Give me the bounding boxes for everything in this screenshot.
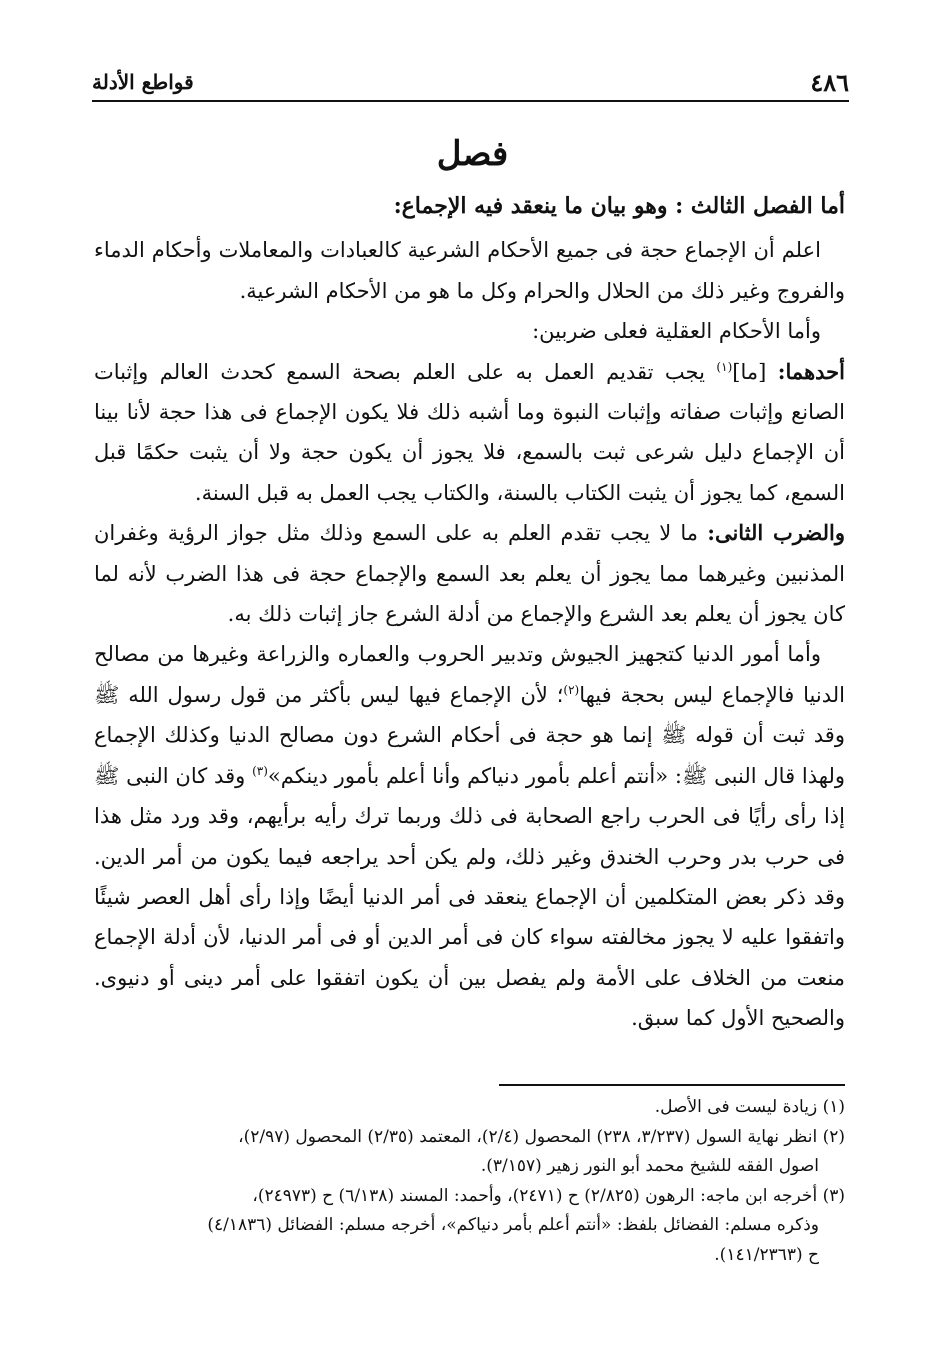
paragraph-1: اعلم أن الإجماع حجة فى جميع الأحكام الشرعية كالعبادات والمعاملات وأحكام الدماء والفروج وغير ذلك من الحلال والحرام وكل ما هو من الأحكام الشرعية. bbox=[94, 238, 845, 303]
book-title: قواطع الأدلة bbox=[92, 70, 194, 94]
body-text bbox=[94, 186, 845, 1039]
chapter-title: فصل bbox=[436, 134, 509, 174]
footnote-ref-2: (٢) bbox=[563, 682, 580, 697]
footnote-2-line-2: اصول الفقه للشيخ محمد أبو النور زهير (٣/١٥٧). bbox=[480, 1156, 819, 1177]
footnote-ref-1: (١) bbox=[716, 359, 733, 374]
paragraph-5 bbox=[94, 634, 845, 1038]
running-header bbox=[92, 66, 849, 102]
paragraph-2: وأما الأحكام العقلية فعلى ضربين: bbox=[532, 319, 821, 344]
paragraph-4 bbox=[94, 513, 845, 634]
footnote-3-line-2: وذكره مسلم: الفضائل بلفظ: «أنتم أعلم بأمر دنياكم»، أخرجه مسلم: الفضائل (٤/١٨٣٦) bbox=[207, 1215, 819, 1236]
paragraph-3-text-b: يجب تقديم العمل به على العلم بصحة السمع كحدث العالم وإثبات الصانع وإثبات صفاته وإثبات النبوة وما أشبه ذلك فلا يكون الإجماع فى هذا حجة لأنا بينا أن الإجماع دليل شرعى ثبت بالسمع، فلا يجوز أن يكون حجة ولا أن يثبت حكمًا قبل السمع، كما يجوز أن يثبت الكتاب بالسنة، والكتاب يجب العمل به قبل السنة. bbox=[94, 359, 845, 505]
footnote-divider bbox=[499, 1084, 845, 1086]
paragraph-3-text-a: [ما] bbox=[732, 359, 778, 384]
paragraph-5-text-a: وأما أمور الدنيا كتجهيز الجيوش وتدبير الحروب والعماره والزراعة وغيرها من مصالح الدنيا فالإجماع ليس بحجة فيها bbox=[94, 642, 845, 707]
footnote-3-line-1: (٣) أخرجه ابن ماجه: الرهون (٢/٨٢٥) ح (٢٤٧١)، وأحمد: المسند (٦/١٣٨) ح (٢٤٩٧٣)، bbox=[252, 1185, 845, 1206]
paragraph-4-text: ما لا يجب تقدم العلم به على السمع وذلك مثل جواز الرؤية وغفران المذنبين وغيرهما مما يجوز أن يعلم بعد السمع والإجماع حجة فى هذا الضرب لأنه لما كان يجوز أن يعلم بعد الشرع والإجماع من أدلة الشرع جاز إثبات ذلك به. bbox=[94, 521, 845, 627]
paragraph-5-text-b: ؛ لأن الإجماع فيها ليس بأكثر من قول رسول الله ﷺ وقد ثبت أن قوله ﷺ إنما هو حجة فى أحكام الشرع دون مصالح الدنيا وكذلك الإجماع ولهذا قال النبى ﷺ: «أنتم أعلم بأمور دنياكم وأنا أعلم بأمور دينكم» bbox=[94, 682, 845, 788]
footnote-ref-3: (٣) bbox=[252, 763, 268, 778]
footnote-1: (١) زيادة ليست فى الأصل. bbox=[654, 1097, 845, 1117]
paragraph-4-lead: والضرب الثانى: bbox=[707, 520, 845, 546]
footnote-3-line-3: ح (١٤١/٢٣٦٣). bbox=[714, 1244, 819, 1265]
footnotes bbox=[96, 1093, 845, 1271]
footnote-2-line-1: (٢) انظر نهاية السول (٣/٢٣٧، ٢٣٨) المحصول (٢/٤)، المعتمد (٢/٣٥) المحصول (٢/٩٧)، bbox=[238, 1126, 845, 1147]
section-heading: أما الفصل الثالث : وهو بيان ما ينعقد فيه الإجماع: bbox=[393, 193, 845, 219]
paragraph-5-text-c: وقد كان النبى ﷺ إذا رأى رأيًا فى الحرب راجع الصحابة فى ذلك وربما ترك رأيه برأيهم، وقد ورد مثل هذا فى حرب بدر وحرب الخندق وغير ذلك، ولم يكن أحد يراجعه فيما يكون من أمر الدين. وقد ذكر بعض المتكلمين أن الإجماع ينعقد فى أمر الدنيا أيضًا وإذا رأى أهل العصر شيئًا واتفقوا عليه لا يجوز مخالفته سواء كان فى أمر الدين أو فى أمر الدنيا، لأن أدلة الإجماع منعت من الخلاف على الأمة ولم يفصل بين أن يكون اتفقوا على أمر دينى أو دنيوى. والصحيح الأول كما سبق. bbox=[94, 763, 845, 1031]
paragraph-3-lead: أحدهما: bbox=[777, 358, 845, 384]
page-number: ٤٨٦ bbox=[810, 68, 849, 97]
paragraph-3 bbox=[94, 352, 845, 514]
